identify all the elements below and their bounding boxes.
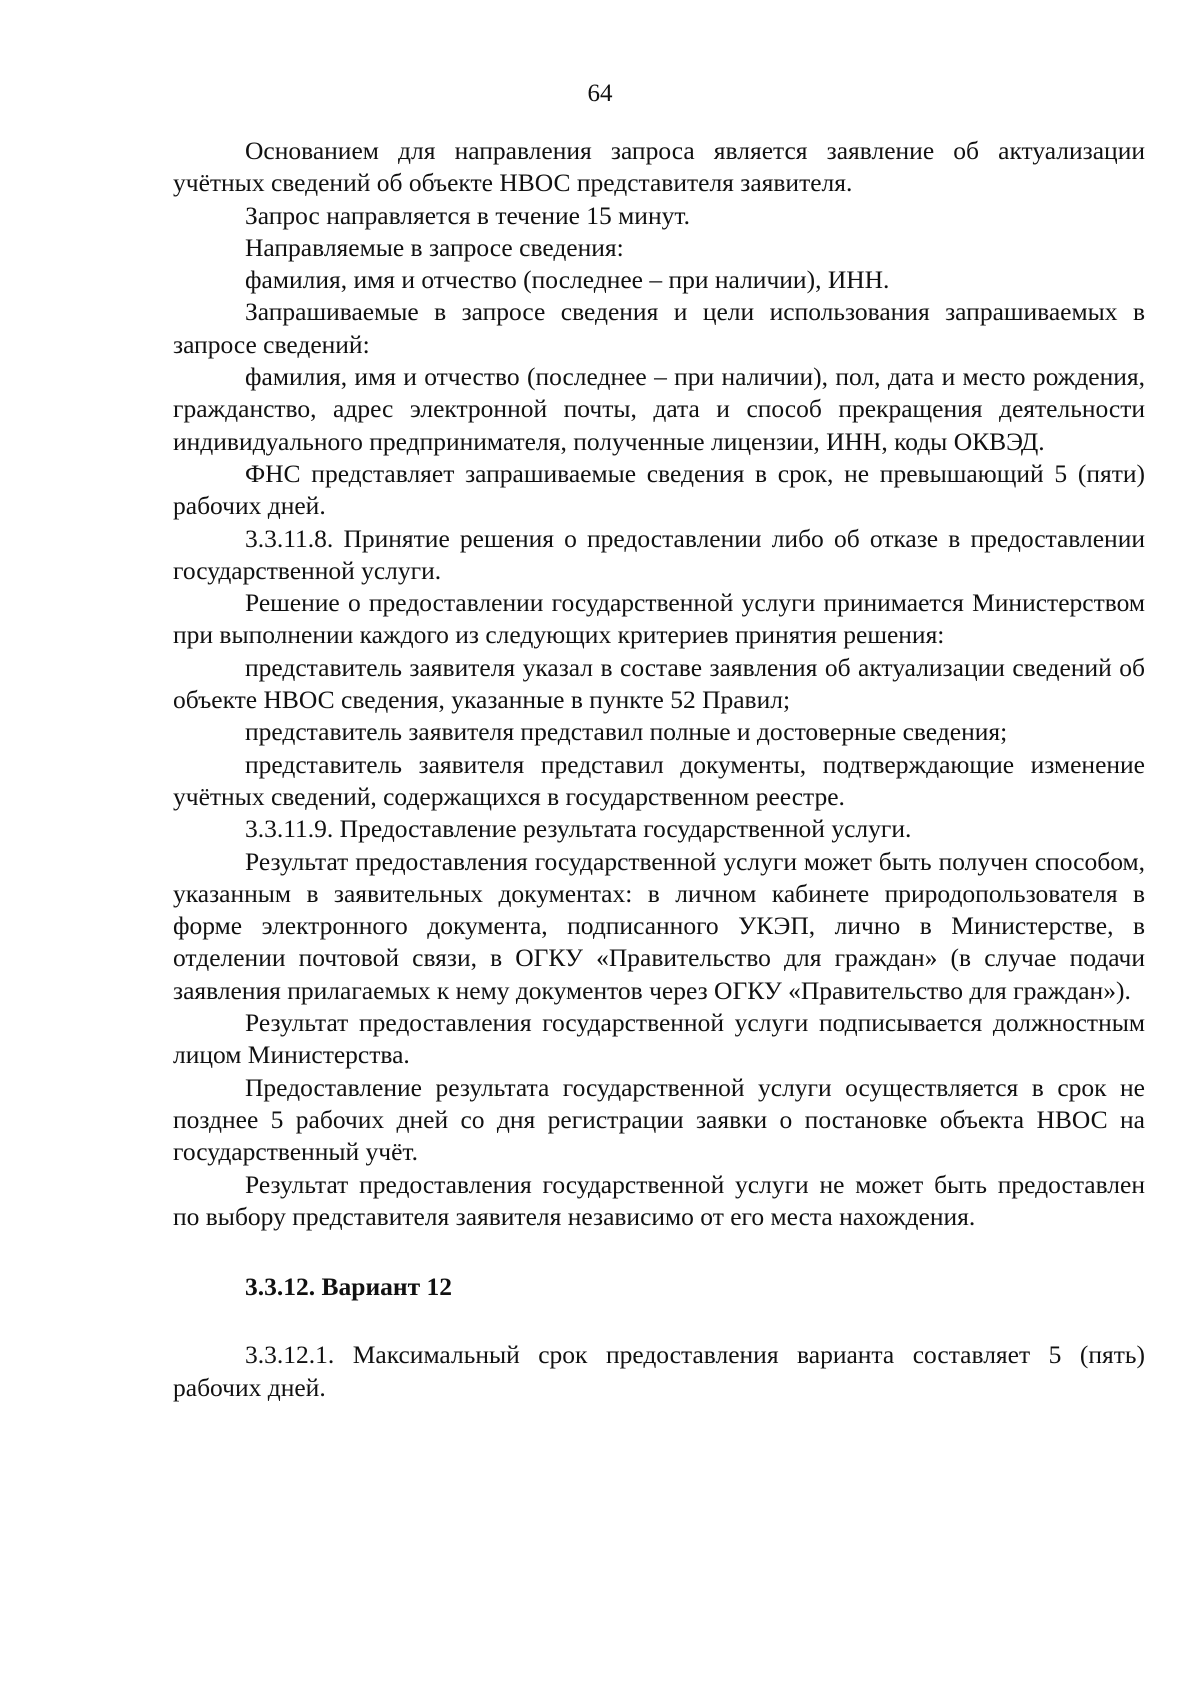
document-body [173, 135, 1145, 1404]
paragraph: фамилия, имя и отчество (последнее – при наличии), пол, дата и место рождения, гражданство, адрес электронной почты, дата и способ прекращения деятельности индивидуального предпринимателя, полученные лицензии, ИНН, коды ОКВЭД. [173, 362, 1145, 456]
paragraph: ФНС представляет запрашиваемые сведения в срок, не превышающий 5 (пяти) рабочих дней. [173, 458, 1145, 521]
paragraph: Направляемые в запросе сведения: [245, 232, 624, 262]
paragraph: представитель заявителя указал в составе заявления об актуализации сведений об объекте НВОС сведения, указанные в пункте 52 Правил; [173, 652, 1145, 715]
paragraph: Запрашиваемые в запросе сведения и цели использования запрашиваемых в запросе сведений: [173, 297, 1145, 359]
paragraph: Решение о предоставлении государственной услуги принимается Министерством при выполнении каждого из следующих критериев принятия решения: [173, 588, 1145, 650]
paragraph: представитель заявителя представил документы, подтверждающие изменение учётных сведений, содержащихся в государственном реестре. [173, 749, 1145, 811]
paragraph: Основанием для направления запроса является заявление об актуализации учётных сведений об объекте НВОС представителя заявителя. [173, 136, 1145, 198]
paragraph: Результат предоставления государственной услуги может быть получен способом, указанным в заявительных документах: в личном кабинете природопользователя в форме электронного документа, подписанного УКЭП, лично в Министерстве, в отделении почтовой связи, в ОГКУ «Правительство для граждан» (в случае подачи заявления прилагаемых к нему документов через ОГКУ «Правительство для граждан»). [173, 846, 1145, 1005]
paragraph: 3.3.12.1. Максимальный срок предоставления варианта составляет 5 (пять) рабочих дней. [173, 1340, 1145, 1402]
paragraph: Результат предоставления государственной услуги не может быть предоставлен по выбору представителя заявителя независимо от его места нахождения. [173, 1169, 1145, 1231]
paragraph: представитель заявителя представил полные и достоверные сведения; [245, 717, 1008, 747]
paragraph: 3.3.11.8. Принятие решения о предоставлении либо об отказе в предоставлении государственной услуги. [173, 523, 1145, 585]
paragraph: фамилия, имя и отчество (последнее – при наличии), ИНН. [245, 265, 890, 295]
page-number: 64 [587, 80, 613, 107]
paragraph: Результат предоставления государственной услуги подписывается должностным лицом Министерства. [173, 1008, 1145, 1070]
section-heading: 3.3.12. Вариант 12 [245, 1272, 452, 1302]
paragraph: Запрос направляется в течение 15 минут. [245, 200, 690, 230]
paragraph: Предоставление результата государственной услуги осуществляется в срок не позднее 5 рабочих дней со дня регистрации заявки о постановке объекта НВОС на государственный учёт. [173, 1072, 1145, 1167]
paragraph: 3.3.11.9. Предоставление результата государственной услуги. [245, 814, 912, 844]
